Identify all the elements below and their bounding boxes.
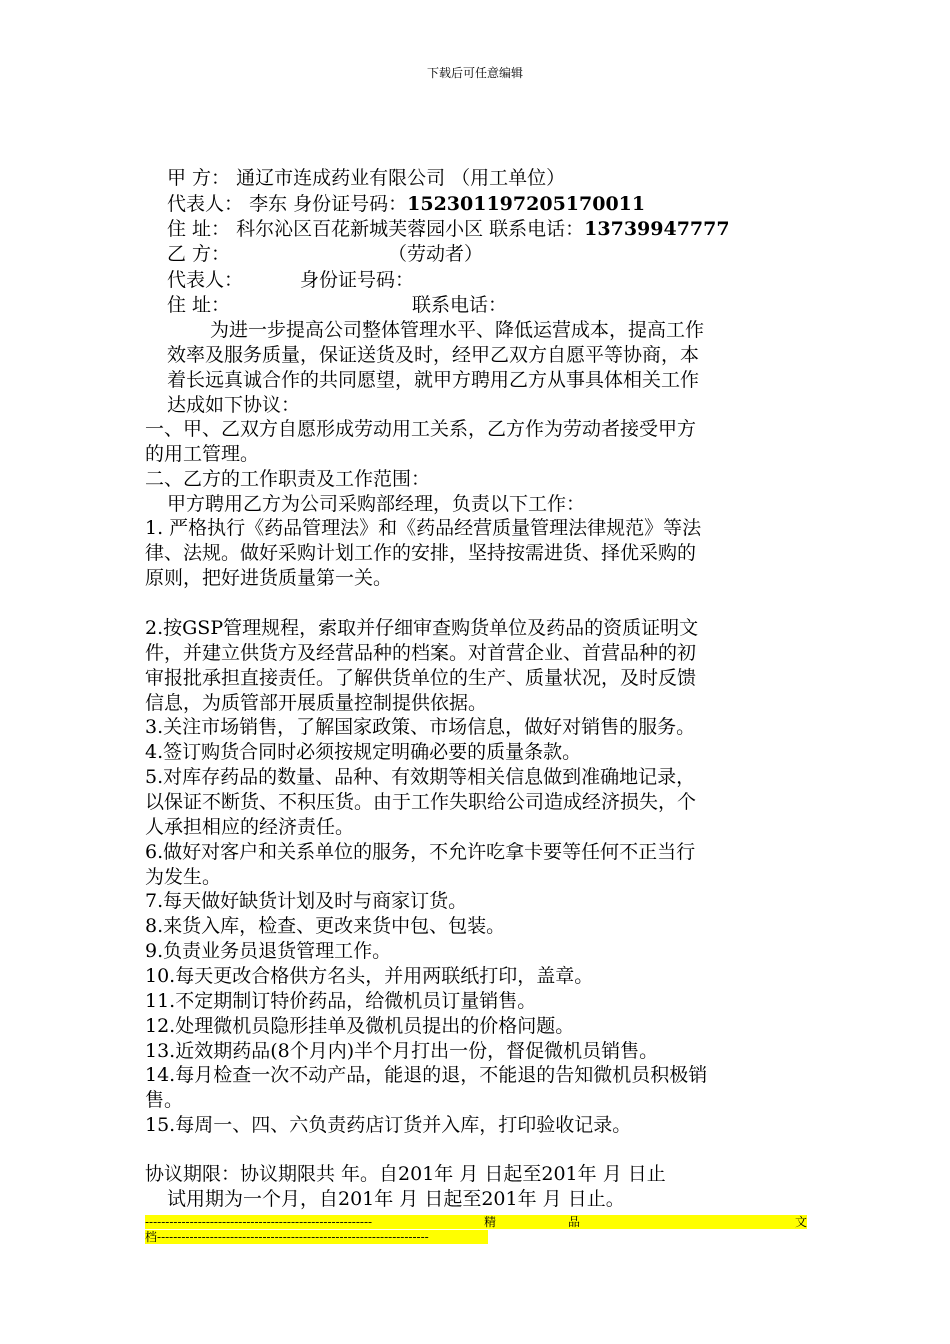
duty-line: 5.对库存药品的数量、品种、有效期等相关信息做到准确地记录， — [145, 766, 696, 788]
footer-char: 品 — [568, 1215, 581, 1229]
party-b-phone-label: 联系电话： — [412, 294, 508, 316]
party-b-rep-label: 代表人： — [167, 269, 244, 291]
term-line: 协议期限：协议期限共 年。自201年 月 日起至201年 月 日止 — [145, 1163, 666, 1185]
party-a-phone-label: 联系电话： — [489, 218, 585, 240]
duty-line: 14.每月检查一次不动产品，能退的退，不能退的告知微机员积极销 — [145, 1064, 708, 1086]
footer-char: 精 — [484, 1215, 497, 1229]
footer-line-2 — [145, 1230, 429, 1244]
duty-line: 10.每天更改合格供方名头，并用两联纸打印，盖章。 — [145, 965, 594, 987]
intro-line: 效率及服务质量，保证送货及时，经甲乙双方自愿平等协商，本 — [167, 344, 700, 366]
duty-line: 15.每周一、四、六负责药店订货并入库，打印验收记录。 — [145, 1114, 632, 1136]
clause-2-subtitle: 甲方聘用乙方为公司采购部经理，负责以下工作： — [167, 493, 586, 515]
footer-dashes: -------------------------------------------------------- — [145, 1215, 373, 1229]
duty-line: 8.来货入库，检查、更改来货中包、包装。 — [145, 915, 506, 937]
duty-line: 件，并建立供货方及经营品种的档案。对首营企业、首营品种的初 — [145, 642, 697, 664]
party-a-rep-name: 李东 — [249, 193, 288, 215]
intro-line: 着长远真诚合作的共同愿望，就甲方聘用乙方从事具体相关工作 — [167, 369, 700, 391]
duty-line: 2.按GSP管理规程，索取并仔细审查购货单位及药品的资质证明文 — [145, 617, 699, 639]
party-a-addr-label: 住 址： — [167, 218, 231, 240]
party-a-phone-value: 13739947777 — [584, 218, 730, 240]
duty-line: 审报批承担直接责任。了解供货单位的生产、质量状况，及时反馈 — [145, 667, 697, 689]
party-a-rep-label: 代表人： — [167, 193, 244, 215]
duty-line: 7.每天做好缺货计划及时与商家订货。 — [145, 890, 468, 912]
party-a-name: 通辽市连成药业有限公司 （用工单位） — [236, 167, 566, 189]
page-header: 下载后可任意编辑 — [426, 66, 523, 80]
footer-char: 档 — [145, 1230, 158, 1244]
party-b-label: 乙 方： — [167, 243, 231, 265]
duty-line: 11.不定期制订特价药品，给微机员订量销售。 — [145, 990, 537, 1012]
party-a-addr-line — [167, 217, 730, 241]
party-a-addr-value: 科尔沁区百花新城芙蓉园小区 — [236, 218, 484, 240]
duty-line: 以保证不断货、不积压货。由于工作失职给公司造成经济损失，个 — [145, 791, 697, 813]
duty-line: 人承担相应的经济责任。 — [145, 816, 355, 838]
duty-line: 信息，为质管部开展质量控制提供依据。 — [145, 692, 488, 714]
duty-line: 12.处理微机员隐形挂单及微机员提出的价格问题。 — [145, 1015, 575, 1037]
duty-line: 1. 严格执行《药品管理法》和《药品经营质量管理法律规范》等法 — [145, 517, 702, 539]
party-a-label: 甲 方： — [167, 167, 231, 189]
duty-line: 13.近效期药品(8个月内)半个月打出一份，督促微机员销售。 — [145, 1040, 659, 1062]
party-a-rep-line — [167, 192, 645, 216]
intro-line: 达成如下协议： — [167, 394, 301, 416]
clause-1-line: 一、甲、乙双方自愿形成劳动用工关系，乙方作为劳动者接受甲方 — [145, 418, 697, 440]
term-line: 试用期为一个月，自201年 月 日起至201年 月 日止。 — [167, 1188, 625, 1210]
party-a-id-label: 身份证号码： — [293, 193, 408, 215]
footer-char: 文 — [795, 1215, 808, 1229]
party-b-id-label: 身份证号码： — [300, 269, 415, 291]
duty-line: 为发生。 — [145, 866, 222, 888]
footer-dashes: ------------------------------------------------------------------- — [157, 1230, 429, 1244]
duty-line: 原则，把好进货质量第一关。 — [145, 567, 393, 589]
duty-line: 3.关注市场销售，了解国家政策、市场信息，做好对销售的服务。 — [145, 716, 696, 738]
intro-line: 为进一步提高公司整体管理水平、降低运营成本，提高工作 — [210, 319, 705, 341]
party-a-id-value: 152301197205170011 — [407, 193, 646, 215]
clause-2-title: 二、乙方的工作职责及工作范围： — [145, 468, 431, 490]
duty-line: 售。 — [145, 1089, 184, 1111]
party-a-line — [167, 166, 565, 190]
party-b-role: （劳动者） — [388, 243, 484, 265]
duty-line: 4.签订购货合同时必须按规定明确必要的质量条款。 — [145, 741, 582, 763]
duty-line: 9.负责业务员退货管理工作。 — [145, 940, 392, 962]
party-b-addr-label: 住 址： — [167, 294, 231, 316]
clause-1-line: 的用工管理。 — [145, 443, 260, 465]
duty-line: 6.做好对客户和关系单位的服务，不允许吃拿卡要等任何不正当行 — [145, 841, 696, 863]
duty-line: 律、法规。做好采购计划工作的安排，坚持按需进货、择优采购的 — [145, 542, 697, 564]
